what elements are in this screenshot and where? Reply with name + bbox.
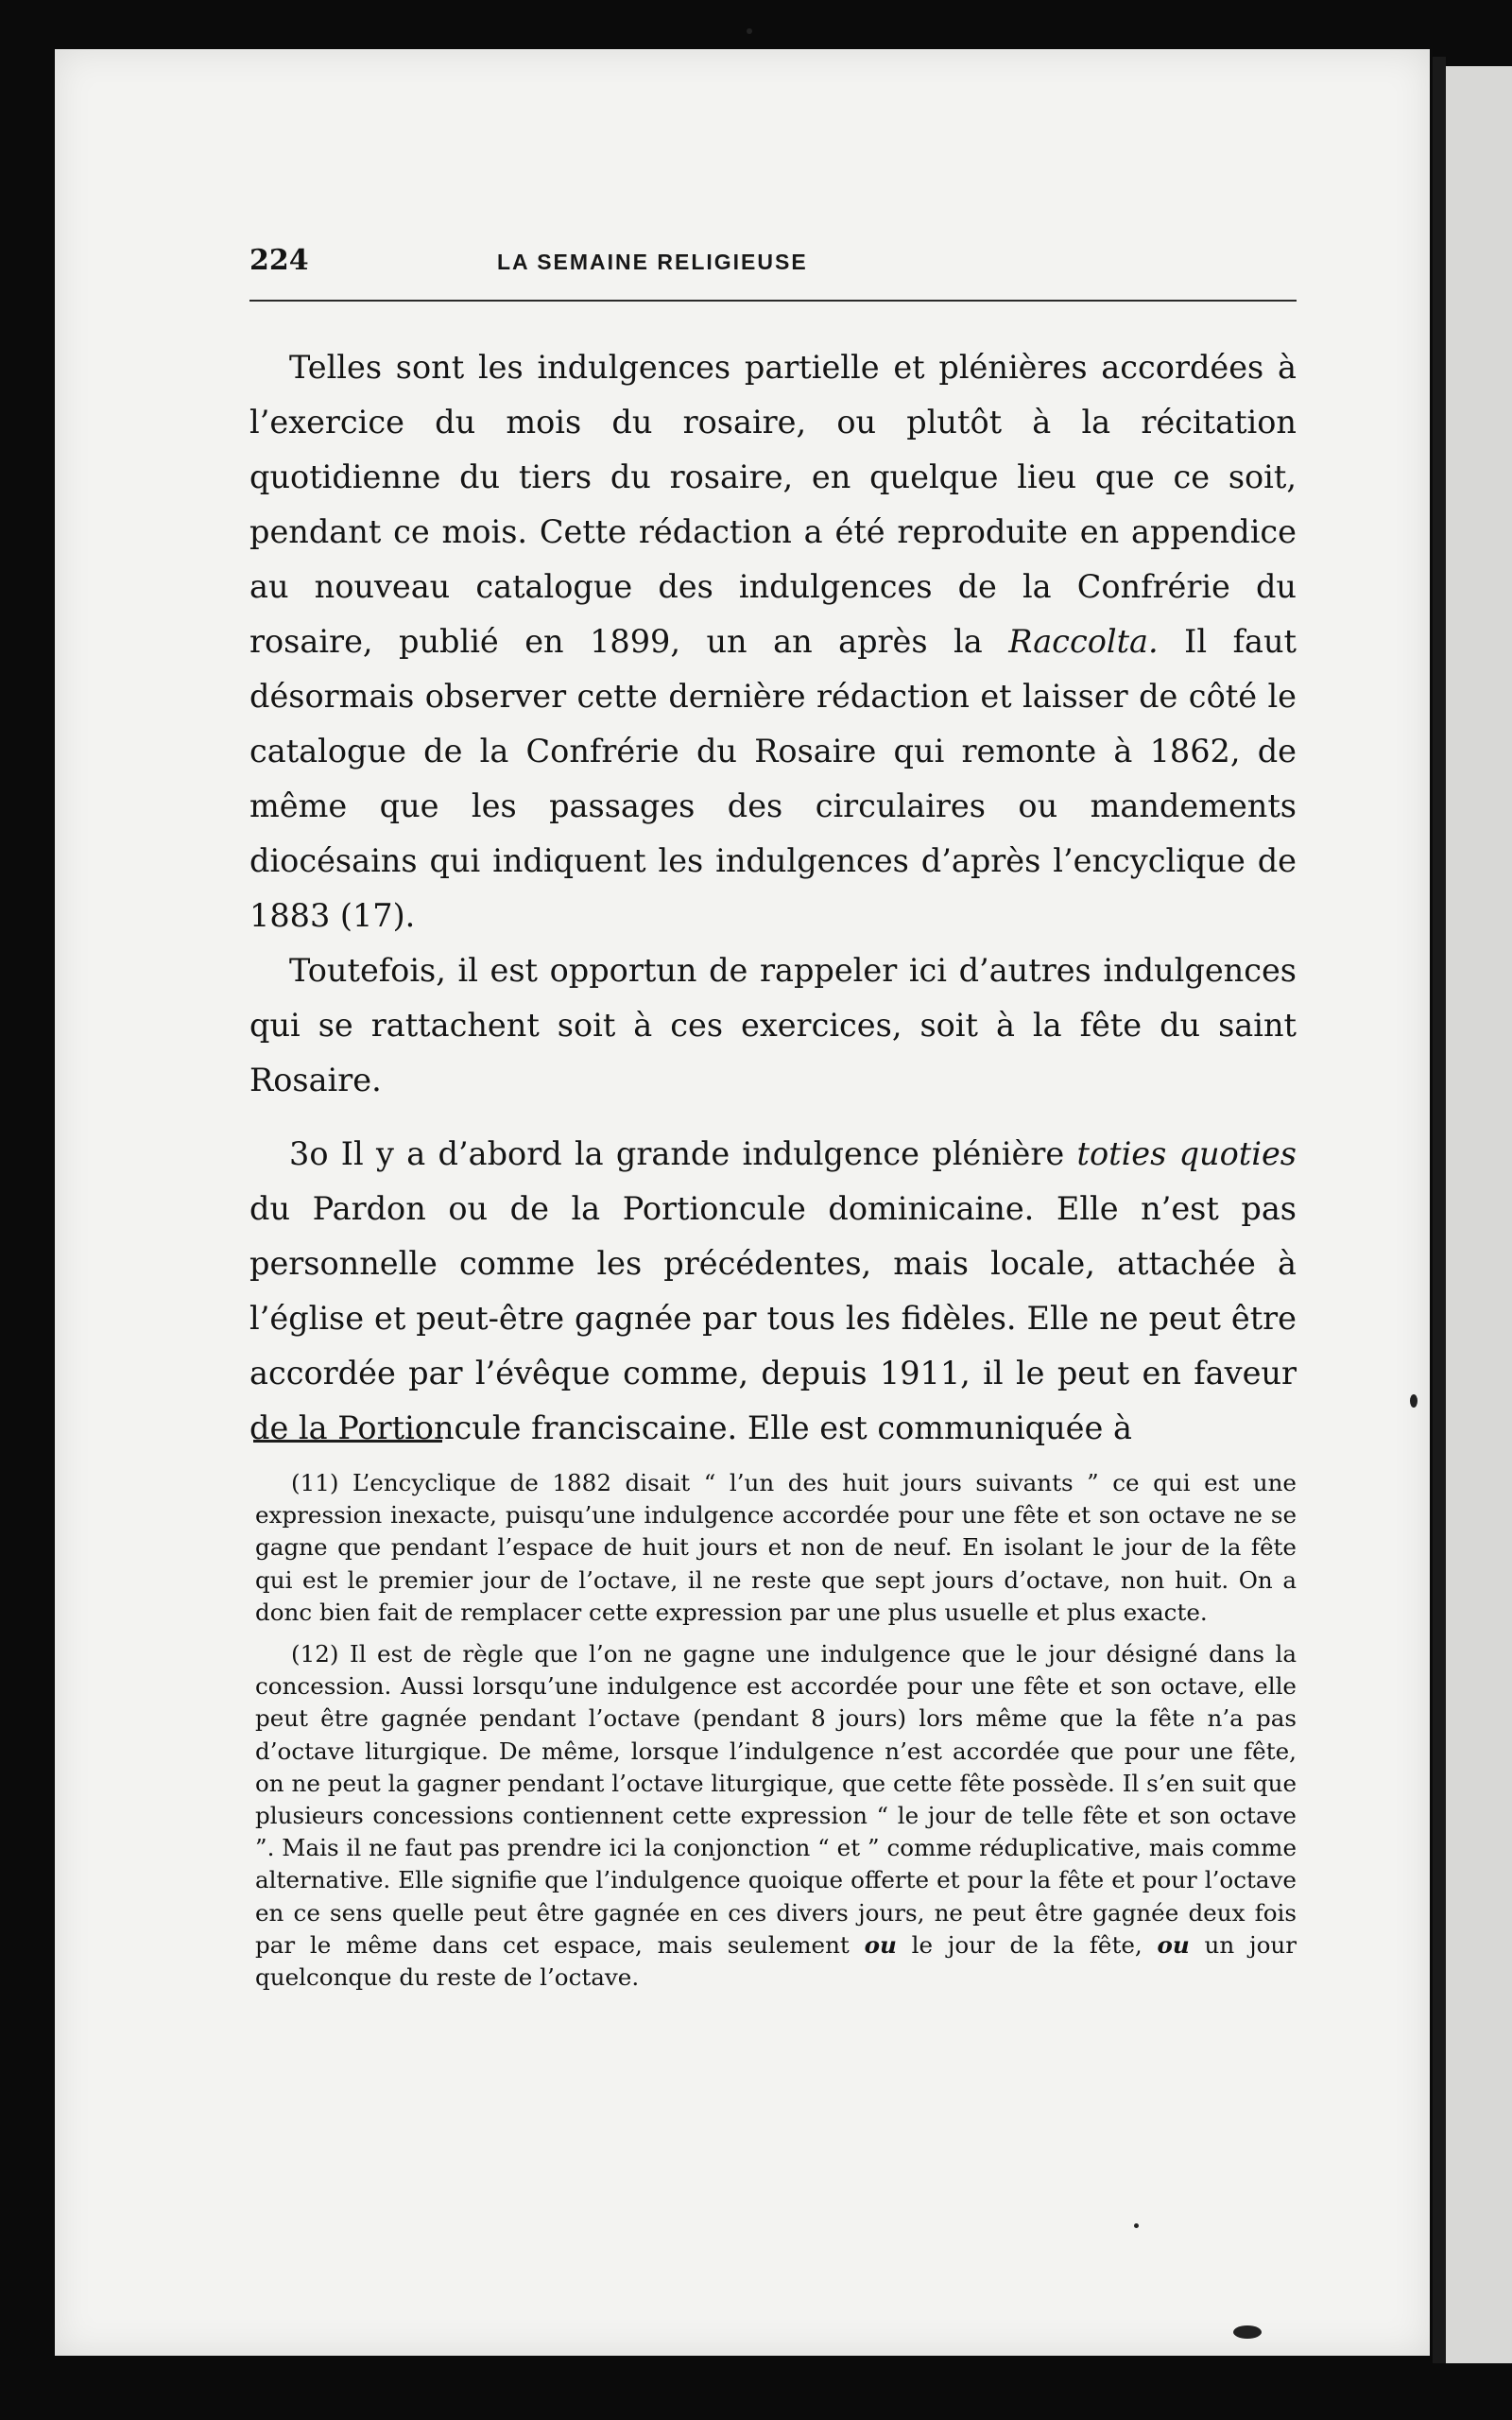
header-rule [249, 300, 1297, 302]
scan-speck [1233, 2325, 1262, 2339]
footnote-12: (12) Il est de règle que l’on ne gagne une indulgence que le jour désigné dans la concession. Aussi lorsqu’une indulgence est accordée pour une fête et son octave, elle peut être gagnée pendant l’octave (pendant 8 jours) lors même que la fête n’a pas d’octave liturgique. De même, lorsque l’indulgence n’est accordée que pour une fête, on ne peut la gagner pendant l’octave liturgique, que cette fête possède. Il s’en suit que plusieurs concessions contiennent cette expression “ le jour de telle fête et son octave ”. Mais il ne faut pas prendre ici la conjonction “ et ” comme réduplicative, mais comme alternative. Elle signifie que l’indulgence quoique offerte et pour la fête et pour l’octave en ce sens quelle peut être gagnée en ces divers jours, ne peut être gagnée deux fois par le même dans cet espace, mais seulement ou le jour de la fête, ou un jour quelconque du reste de l’octave. [255, 1640, 1297, 1992]
footnote-rule [253, 1440, 442, 1443]
italic-toties-quoties: toties quoties [1076, 1135, 1297, 1172]
scan-speck [1410, 1394, 1418, 1408]
facing-page-edge [1436, 66, 1512, 2363]
scan-speck [1134, 2223, 1139, 2228]
page-number: 224 [249, 244, 309, 277]
scan-speck [747, 28, 752, 34]
page-header [249, 236, 1297, 293]
page-gutter-shadow [1433, 57, 1446, 2363]
italic-title-raccolta: Raccolta. [1008, 623, 1159, 660]
paragraph-2: Toutefois, il est opportun de rappeler ici d’autres indulgences qui se rattachent soit à ces exercices, soit à la fête du saint Rosaire. [249, 952, 1297, 1098]
body-text [249, 340, 1297, 1456]
footnotes [255, 1467, 1297, 1994]
paragraph-1: Telles sont les indulgences partielle et plénières accordées à l’exercice du mois du rosaire, ou plutôt à la récitation quotidienne du tiers du rosaire, en quelque lieu que ce soit, pendant ce mois. Cette rédaction a été reproduite en appendice au nouveau catalogue des indulgences de la Confrérie du rosaire, publié en 1899, un an après la Raccolta. Il faut désormais observer cette dernière rédaction et laisser de côté le catalogue de la Confrérie du Rosaire qui remonte à 1862, de même que les passages des circulaires ou mandements diocésains qui indiquent les indulgences d’après l’encyclique de 1883 (17). [249, 349, 1297, 934]
running-head: LA SEMAINE RELIGIEUSE [497, 250, 808, 274]
paragraph-3: 3o Il y a d’abord la grande indulgence plénière toties quoties du Pardon ou de la Portioncule dominicaine. Elle n’est pas personnelle comme les précédentes, mais locale, attachée à l’église et peut-être gagnée par tous les fidèles. Elle ne peut être accordée par l’évêque comme, depuis 1911, il le peut en faveur de la Portioncule franciscaine. Elle est communiquée à [249, 1135, 1297, 1446]
footnote-11: (11) L’encyclique de 1882 disait “ l’un des huit jours suivants ” ce qui est une expression inexacte, puisqu’une indulgence accordée pour une fête et son octave ne se gagne que pendant l’espace de huit jours et non de neuf. En isolant le jour de la fête qui est le premier jour de l’octave, il ne reste que sept jours d’octave, non huit. On a donc bien fait de remplacer cette expression par une plus usuelle et plus exacte. [255, 1469, 1297, 1626]
